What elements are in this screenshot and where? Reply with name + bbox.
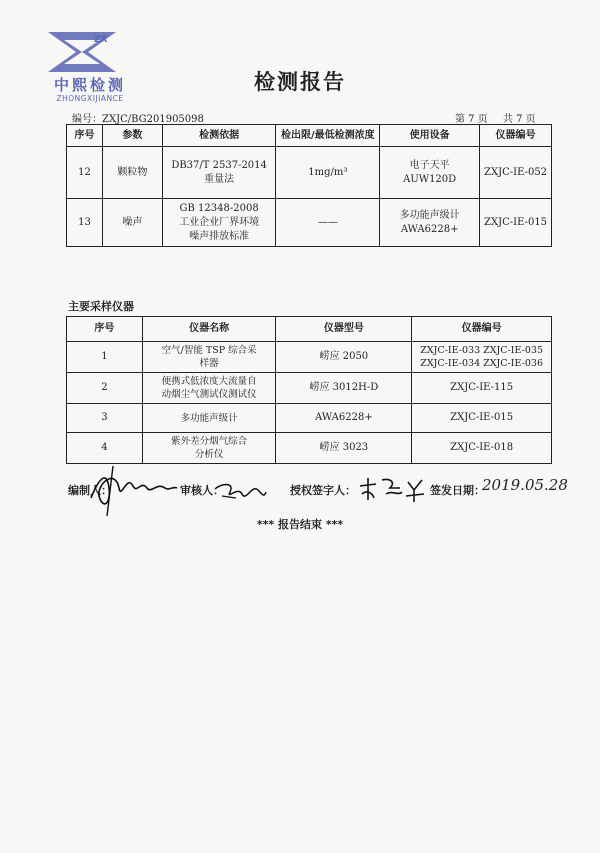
report-end-note: *** 报告结束 ***: [256, 518, 344, 531]
instrument-name: 多功能声级计: [142, 404, 276, 433]
report-number: 编号：ZXJC/BG201905098: [72, 114, 204, 125]
row-number: 12: [67, 147, 103, 199]
table-row: [67, 342, 552, 373]
authorizer-signature-icon: [356, 472, 426, 506]
compiler-label: 编制人：: [68, 484, 112, 497]
header-cell: 检出限/最低检测浓度: [276, 125, 380, 147]
header-cell: 仪器编号: [412, 317, 552, 342]
sampling-section-title: 主要采样仪器: [68, 300, 134, 313]
header-cell: 序号: [67, 125, 103, 147]
sampling-instrument-table: [66, 316, 552, 464]
logo-chinese-name: 中熙检测: [53, 76, 126, 94]
instrument-name: [142, 373, 276, 404]
name-line: 样器: [199, 358, 219, 369]
id-line: ZXJC-IE-034 ZXJC-IE-036: [420, 358, 543, 369]
issue-date-handwritten: 2019.05.28: [482, 476, 568, 494]
logo-mark-letters: ZX: [94, 35, 108, 45]
detection-limit: 1mg/m³: [276, 147, 380, 199]
equipment-line: 多功能声级计: [399, 209, 460, 221]
header-cell: 仪器名称: [142, 317, 276, 342]
page-info: [455, 110, 536, 125]
name-line: 空气/智能 TSP 综合采: [161, 345, 257, 356]
instrument-model: 崂应 2050: [276, 342, 412, 373]
detection-limit: ——: [276, 199, 380, 247]
instrument-id: ZXJC-IE-018: [412, 433, 552, 464]
row-number: 4: [67, 433, 143, 464]
name-line: 动烟尘气测试仪测试仪: [161, 389, 257, 400]
name-line: 便携式低浓度大流量自: [161, 376, 257, 387]
instrument-id: ZXJC-IE-015: [480, 199, 552, 247]
header-cell: 仪器编号: [480, 125, 552, 147]
instrument-model: 崂应 3012H-D: [276, 373, 412, 404]
parameter: 颗粒物: [102, 147, 162, 199]
table-header-row: [67, 317, 552, 342]
header-cell: 序号: [67, 317, 143, 342]
authorizer-label: 授权签字人：: [290, 484, 356, 497]
basis-line: 噪声排放标准: [189, 230, 250, 242]
header-cell: 参数: [102, 125, 162, 147]
basis-line: 重量法: [204, 173, 235, 185]
header-cell: 检测依据: [162, 125, 276, 147]
header-cell: 使用设备: [380, 125, 480, 147]
id-line: ZXJC-IE-033 ZXJC-IE-035: [420, 345, 543, 356]
row-number: 2: [67, 373, 143, 404]
equipment-line: AWA6228+: [400, 223, 459, 235]
instrument-id: [412, 342, 552, 373]
basis-line: DB37/T 2537-2014: [171, 159, 267, 171]
test-method-table: [66, 124, 552, 247]
table-row: [67, 373, 552, 404]
equipment: [380, 199, 480, 247]
table-row: [67, 404, 552, 433]
row-number: 1: [67, 342, 143, 373]
report-title: 检测报告: [254, 70, 346, 94]
row-number: 13: [67, 199, 103, 247]
equipment-line: 电子天平: [409, 159, 450, 171]
page-total: 共 7 页: [502, 114, 536, 125]
compiler-signature-icon: [85, 458, 180, 518]
table-row: [67, 199, 552, 247]
reviewer-label: 审核人：: [180, 484, 224, 497]
basis-line: 工业企业厂界环境: [179, 216, 260, 228]
test-basis: [162, 199, 276, 247]
test-basis: [162, 147, 276, 199]
table-row: [67, 147, 552, 199]
name-line: 紫外差分烟气综合: [171, 436, 248, 447]
parameter: 噪声: [102, 199, 162, 247]
instrument-id: ZXJC-IE-052: [480, 147, 552, 199]
instrument-model: 崂应 3023: [276, 433, 412, 464]
page-current: 第 7 页: [455, 114, 488, 125]
instrument-model: AWA6228+: [276, 404, 412, 433]
row-number: 3: [67, 404, 143, 433]
logo-english-name: ZHONGXIJIANCE: [56, 94, 124, 103]
equipment-line: AUW120D: [403, 173, 457, 185]
reviewer-signature-icon: [212, 476, 268, 506]
basis-line: GB 12348-2008: [179, 202, 259, 214]
equipment: [380, 147, 480, 199]
issue-date-label: 签发日期：: [430, 484, 485, 497]
table-header-row: [67, 125, 552, 147]
instrument-name: [142, 342, 276, 373]
header-cell: 仪器型号: [276, 317, 412, 342]
instrument-id: ZXJC-IE-015: [412, 404, 552, 433]
instrument-id: ZXJC-IE-115: [412, 373, 552, 404]
name-line: 分析仪: [194, 449, 224, 460]
